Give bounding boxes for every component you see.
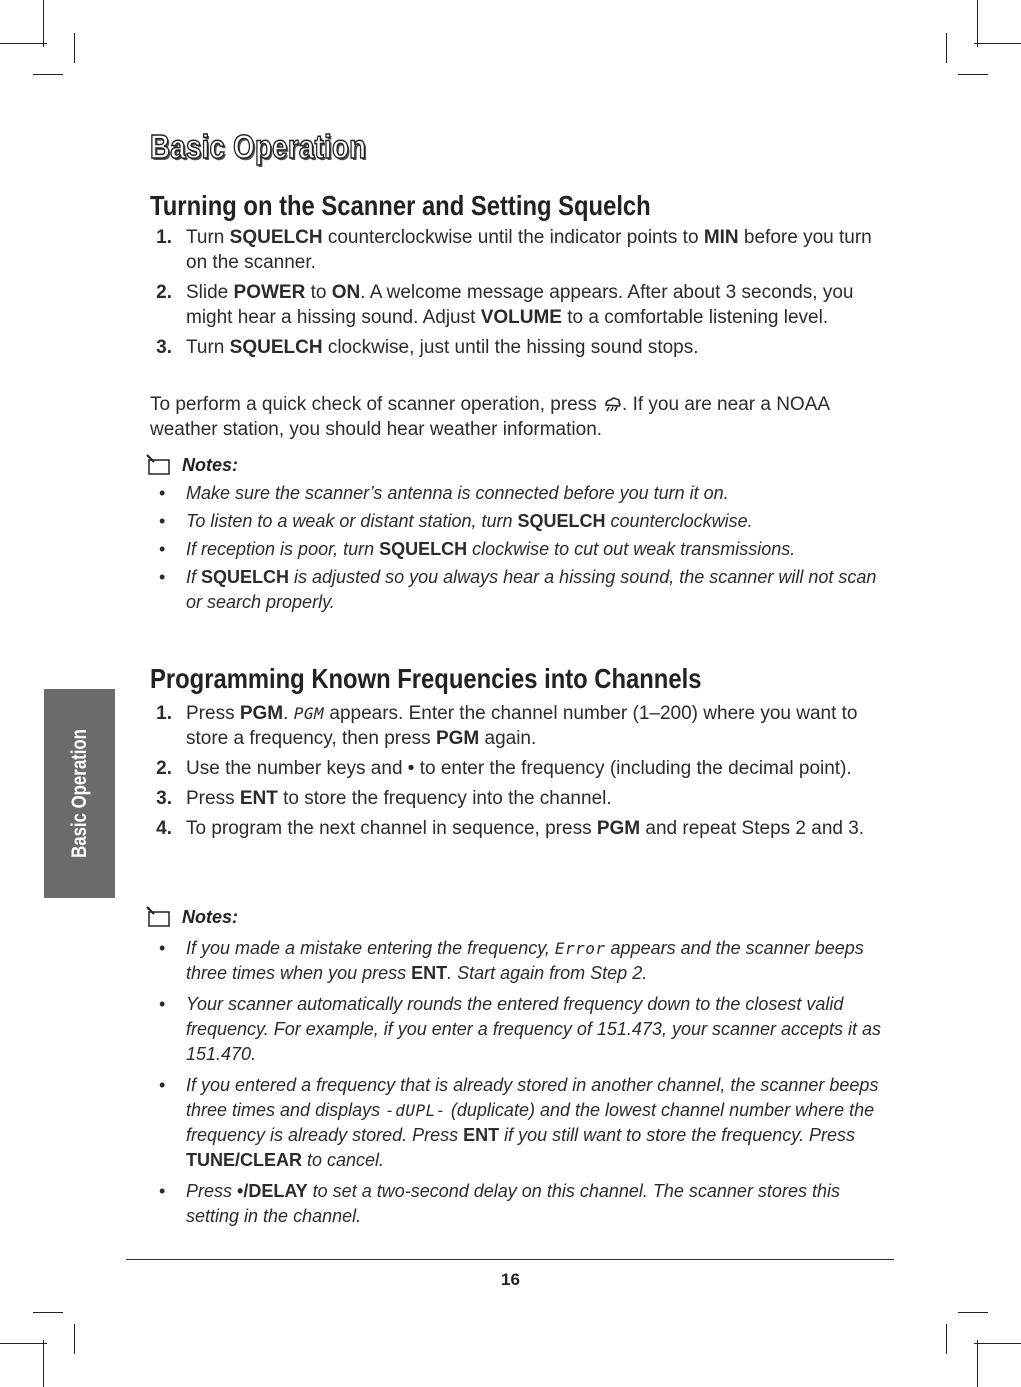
side-tab-label: Basic Operation xyxy=(67,729,91,858)
crop-mark xyxy=(43,1340,44,1387)
notes-header: Notes: xyxy=(146,906,238,928)
note-item: • If SQUELCH is adjusted so you always hear a hissing sound, the scanner will not scan or search properly. xyxy=(150,565,890,615)
page-number: 16 xyxy=(501,1270,520,1289)
note-item: • If you entered a frequency that is already stored in another channel, the scanner beeps three times and displays -dUPL- (duplicate) and the lowest channel number where the frequency is already stored. Press ENT if you still want to store the frequency. Press TUNE/CLEAR to cancel. xyxy=(150,1073,890,1173)
step: 3. Press ENT to store the frequency into the channel. xyxy=(156,788,612,809)
step: 4. To program the next channel in sequence, press PGM and repeat Steps 2 and 3. xyxy=(156,818,865,839)
programming-steps xyxy=(150,701,890,846)
quick-check-paragraph: To perform a quick check of scanner operation, press . If you are near a NOAA weather station, you should hear weather information. xyxy=(150,394,830,440)
crop-mark xyxy=(33,1312,63,1313)
crop-mark xyxy=(0,1343,47,1344)
side-tab xyxy=(44,689,115,898)
note-item: • If reception is poor, turn SQUELCH clockwise to cut out weak transmissions. xyxy=(150,537,890,562)
notes-header: Notes: xyxy=(146,454,238,476)
note-icon xyxy=(146,906,172,928)
crop-mark xyxy=(33,74,63,75)
lcd-text: Error xyxy=(554,939,606,958)
crop-mark xyxy=(946,1324,947,1354)
crop-mark xyxy=(0,43,47,44)
crop-mark xyxy=(977,1340,978,1387)
step: 3. Turn SQUELCH clockwise, just until the hissing sound stops. xyxy=(156,337,699,358)
note-item: • Press •/DELAY to set a two-second delay on this channel. The scanner stores this setting in the channel. xyxy=(150,1179,890,1229)
footer-rule xyxy=(126,1259,894,1260)
note-item: • Your scanner automatically rounds the entered frequency down to the closest valid frequency. For example, if you enter a frequency of 151.473, your scanner accepts it as 151.470. xyxy=(150,992,890,1067)
crop-mark xyxy=(74,33,75,63)
note-item: • Make sure the scanner’s antenna is connected before you turn it on. xyxy=(150,481,890,506)
section-heading-squelch: Turning on the Scanner and Setting Squelch xyxy=(150,190,651,221)
note-item: • If you made a mistake entering the frequency, Error appears and the scanner beeps three times when you press ENT. Start again from Step 2. xyxy=(150,936,890,986)
crop-mark xyxy=(958,74,988,75)
note-item: • To listen to a weak or distant station, turn SQUELCH counterclockwise. xyxy=(150,509,890,534)
step: 1. Press PGM. PGM appears. Enter the channel number (1–200) where you want to store a frequency, then press PGM again. xyxy=(156,703,858,749)
lcd-text: -dUPL- xyxy=(385,1101,446,1120)
crop-mark xyxy=(43,0,44,47)
squelch-steps xyxy=(150,225,890,365)
programming-notes xyxy=(150,936,890,1235)
lcd-text: PGM xyxy=(293,704,325,723)
note-icon xyxy=(146,454,172,476)
step: 2. Slide POWER to ON. A welcome message appears. After about 3 seconds, you might hear a hissing sound. Adjust VOLUME to a comfortable listening level. xyxy=(156,282,854,328)
crop-mark xyxy=(74,1324,75,1354)
crop-mark xyxy=(946,33,947,63)
crop-mark xyxy=(974,43,1021,44)
section-heading-programming: Programming Known Frequencies into Channels xyxy=(150,663,702,694)
crop-mark xyxy=(977,0,978,47)
weather-icon xyxy=(602,396,622,412)
crop-mark xyxy=(974,1343,1021,1344)
step: 2. Use the number keys and • to enter the frequency (including the decimal point). xyxy=(156,758,852,779)
squelch-notes xyxy=(150,481,890,618)
crop-mark xyxy=(958,1312,988,1313)
page-title: Basic Operation xyxy=(150,128,367,165)
step: 1. Turn SQUELCH counterclockwise until the indicator points to MIN before you turn on the scanner. xyxy=(156,227,872,273)
